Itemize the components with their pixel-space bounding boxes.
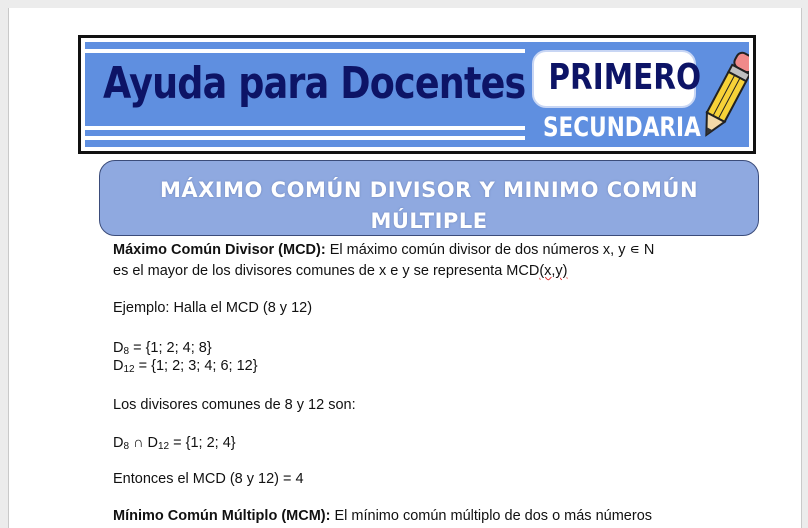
- banner-band: [85, 42, 749, 147]
- set-symbol: D: [113, 358, 124, 374]
- mcd-definition-line-2: [113, 261, 568, 281]
- result-line: Entonces el MCD (8 y 12) = 4: [113, 471, 304, 487]
- common-divisors-line: Los divisores comunes de 8 y 12 son:: [113, 397, 356, 413]
- header-banner: [78, 35, 756, 154]
- intersection-line: [113, 433, 236, 457]
- set-symbol: D: [113, 340, 124, 356]
- banner-title: Ayuda para Docentes: [103, 58, 526, 109]
- heading-line-2: MÚLTIPLE: [370, 209, 488, 233]
- section-heading: [99, 160, 759, 236]
- grade-primary: PRIMERO: [548, 57, 702, 98]
- set-subscript: 8: [123, 441, 130, 452]
- banner-stripe: [85, 126, 525, 130]
- mcm-definition-text: El mínimo común múltiplo de dos o más números: [330, 508, 653, 524]
- mcd-definition-text: El máximo común divisor de dos números x, y ∊ N: [325, 242, 655, 258]
- grade-secondary: SECUNDARIA: [543, 112, 701, 143]
- mcd-definition-text: es el mayor de los divisores comunes de x e y se representa MCD: [113, 263, 540, 279]
- heading-line-1: MÁXIMO COMÚN DIVISOR Y MINIMO COMÚN: [159, 178, 699, 202]
- intersection-operator: ∩ D: [129, 435, 158, 451]
- banner-stripe: [85, 49, 525, 53]
- d12-line: [113, 356, 258, 380]
- set-values: = {1; 2; 3; 4; 6; 12}: [134, 358, 258, 374]
- example-line: Ejemplo: Halla el MCD (8 y 12): [113, 300, 313, 316]
- pencil-icon: [697, 42, 749, 147]
- set-values: = {1; 2; 4}: [169, 435, 236, 451]
- grade-badge: [532, 50, 702, 108]
- set-subscript: 12: [123, 364, 135, 375]
- mcd-definition-line-1: [113, 240, 654, 260]
- mcd-notation: (x,y): [539, 263, 568, 279]
- document-page: [8, 8, 802, 528]
- mcm-term: Mínimo Común Múltiplo (MCM):: [113, 508, 331, 524]
- mcm-definition-line: [113, 506, 652, 526]
- heading-text: [100, 175, 758, 236]
- mcd-term: Máximo Común Divisor (MCD):: [113, 242, 326, 258]
- set-subscript: 8: [123, 346, 130, 357]
- banner-stripe: [85, 136, 525, 140]
- set-values: = {1; 2; 4; 8}: [129, 340, 212, 356]
- set-symbol: D: [113, 435, 124, 451]
- set-subscript: 12: [158, 441, 170, 452]
